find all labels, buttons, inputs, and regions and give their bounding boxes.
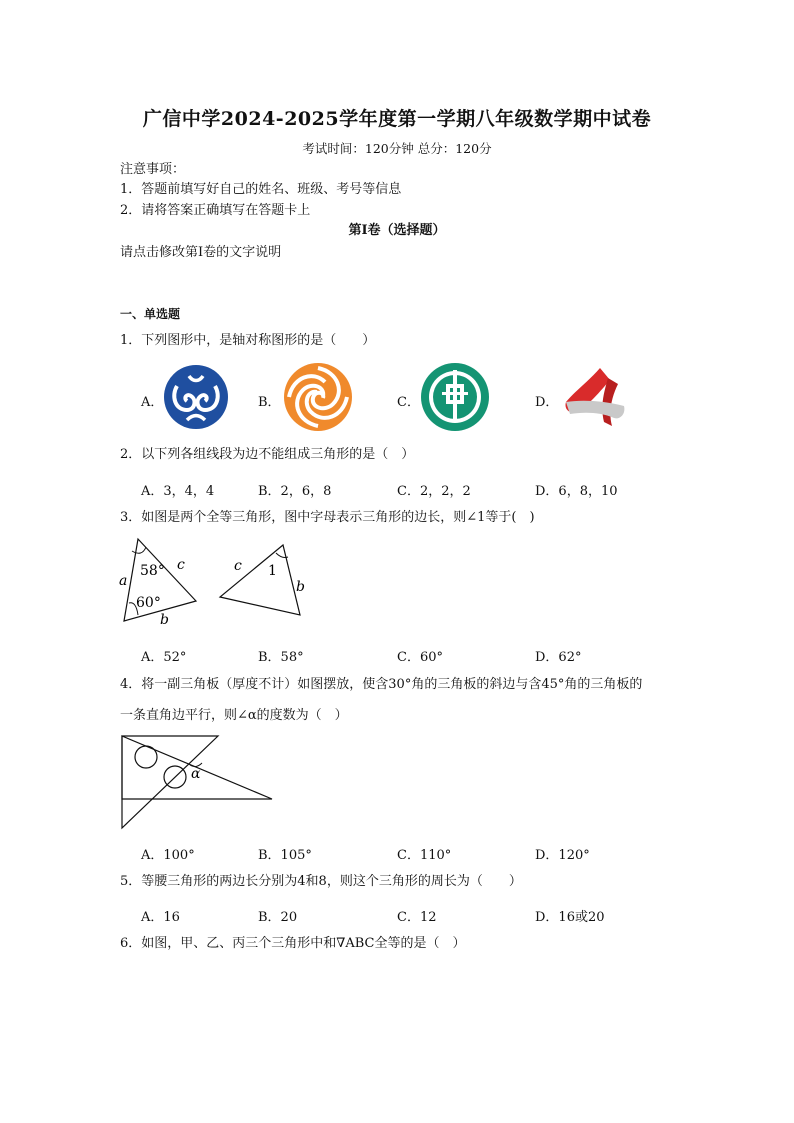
q2-option-c: C．2，2，2 [397, 484, 471, 499]
logo-a-icon [163, 364, 229, 430]
q2-option-b: B．2，6，8 [258, 484, 332, 499]
q3-side-c: c [177, 557, 185, 573]
exam-subtitle: 考试时间：120分钟 总分：120分 [302, 141, 492, 156]
q2-option-a: A．3，4，4 [141, 484, 215, 499]
q4-stem-line2: 一条直角边平行，则∠α的度数为（ ） [120, 708, 348, 723]
q5-stem: 5．等腰三角形的两边长分别为4和8，则这个三角形的周长为（ ） [120, 874, 522, 889]
q3-option-c: C．60° [397, 650, 443, 665]
part-title: 一、单选题 [120, 307, 181, 321]
q1-option-d: D． [535, 395, 559, 410]
q3-triangles-figure [110, 535, 320, 630]
q4-option-a: A．100° [141, 848, 195, 863]
q5-option-c: C．12 [397, 910, 437, 925]
q4-option-c: C．110° [397, 848, 452, 863]
q4-option-b: B．105° [258, 848, 312, 863]
q5-option-d: D．16或20 [535, 910, 605, 925]
q1-option-c: C． [397, 395, 420, 410]
notes-item-1: 1．答题前填写好自己的姓名、班级、考号等信息 [120, 182, 402, 197]
q5-option-b: B．20 [258, 910, 298, 925]
q2-option-d: D．6，8，10 [535, 484, 618, 499]
q4-alpha-label: α [191, 766, 201, 782]
logo-d-icon [560, 366, 630, 428]
q3-side-b: b [160, 612, 169, 628]
q3-option-d: D．62° [535, 650, 582, 665]
q3-side-c2: c [234, 558, 242, 574]
q4-option-d: D．120° [535, 848, 590, 863]
section1-title: 第I卷（选择题） [348, 223, 446, 238]
q3-angle-60: 60° [136, 595, 161, 611]
notes-item-2: 2．请将答案正确填写在答题卡上 [120, 203, 311, 218]
q2-stem: 2．以下列各组线段为边不能组成三角形的是（ ） [120, 447, 415, 462]
q3-angle-1: 1 [268, 563, 277, 579]
logo-c-icon [420, 362, 490, 432]
logo-b-icon [283, 362, 353, 432]
q3-stem: 3．如图是两个全等三角形，图中字母表示三角形的边长，则∠1等于( ) [120, 510, 535, 525]
q4-stem-line1: 4．将一副三角板（厚度不计）如图摆放，使含30°角的三角板的斜边与含45°角的三角板的 [120, 677, 643, 692]
q3-angle-58: 58° [140, 563, 165, 579]
q3-side-b2: b [296, 579, 305, 595]
q1-option-b: B． [258, 395, 281, 410]
q3-option-b: B．58° [258, 650, 304, 665]
q6-stem: 6．如图，甲、乙、丙三个三角形中和∇ABC全等的是（ ） [120, 936, 466, 951]
q1-option-a: A． [141, 395, 164, 410]
q3-side-a: a [119, 573, 128, 589]
q3-option-a: A．52° [141, 650, 187, 665]
q5-option-a: A．16 [141, 910, 180, 925]
q1-stem: 1．下列图形中，是轴对称图形的是（ ） [120, 333, 376, 348]
notes-heading: 注意事项： [120, 162, 186, 177]
section1-desc: 请点击修改第I卷的文字说明 [120, 245, 282, 260]
exam-title: 广信中学2024-2025学年度第一学期八年级数学期中试卷 [142, 108, 652, 130]
q4-set-squares-figure [118, 733, 278, 831]
